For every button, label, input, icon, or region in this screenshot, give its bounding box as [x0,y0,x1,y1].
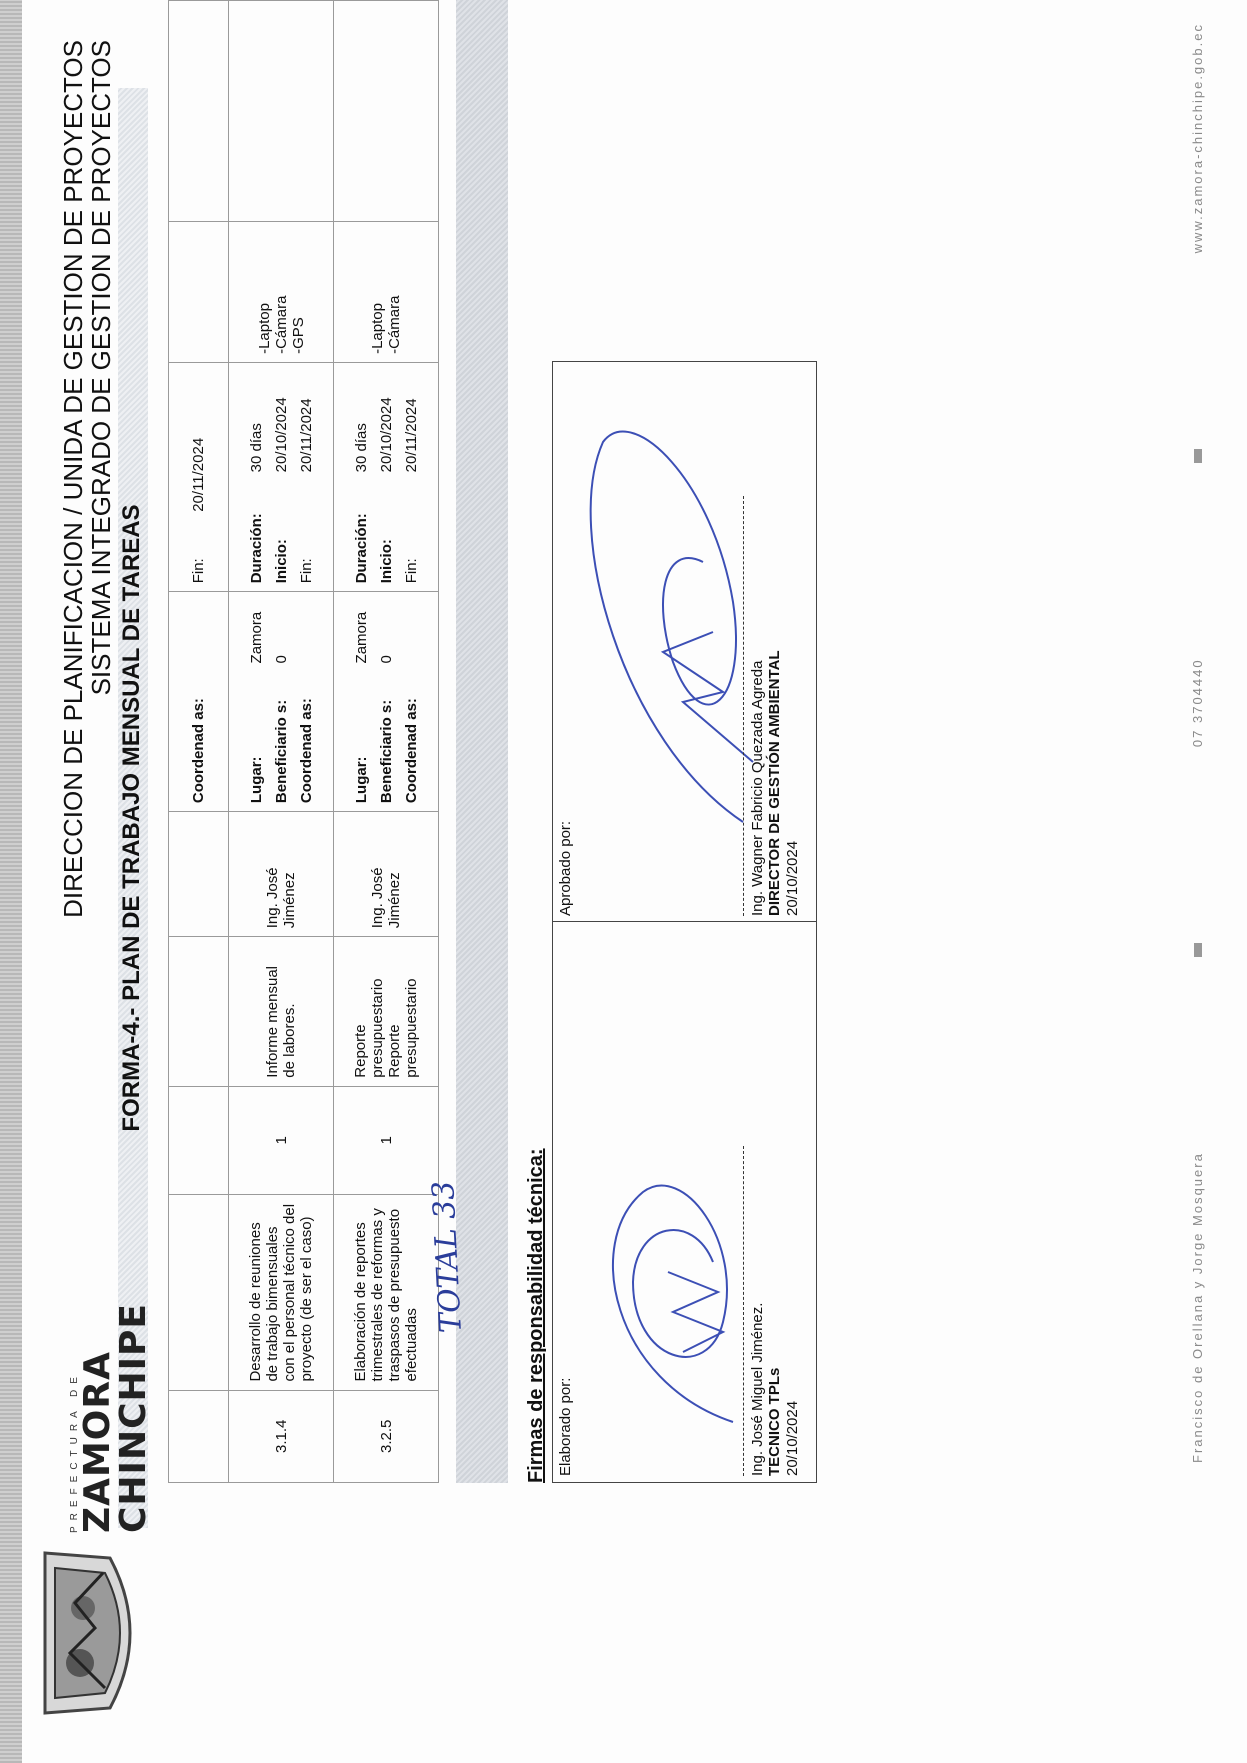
row-activity: Desarrollo de reuniones de trabajo bimensuales con el personal técnico del proyecto (de ser el caso) [229,1194,334,1390]
inicio-value: 20/10/2024 [377,397,395,473]
prefecture-logo [25,1543,145,1723]
resource-item: -Cámara [272,295,290,354]
table-row [334,1,439,1483]
table-row [229,1,334,1483]
signatures-title: Firmas de responsabilidad técnica: [525,1148,547,1483]
resource-item: -Cámara [386,295,403,354]
signature-left-block [749,1303,801,1476]
signatures-box [552,361,817,1483]
fin-value: 20/11/2024 [402,398,420,473]
coord-label: Coordenad as: [402,698,420,804]
footer-phone: 07 3704440 [1190,658,1205,748]
resource-item: -Laptop [255,303,273,354]
row-number: 1 [229,1086,334,1194]
duracion-label: Duración: [352,513,370,584]
inicio-label: Inicio: [272,539,290,584]
fin-label: Fin: [297,558,315,584]
resource-item: -GPS [289,317,307,354]
lugar-value: Zamora [247,611,265,664]
row-resources [229,221,334,362]
form-title: FORMA-4.- PLAN DE TRABAJO MENSUAL DE TAREAS [118,504,145,1132]
signature-right-line [743,496,744,916]
aprobado-caption: Aprobado por: [557,820,574,916]
footer-separator-icon [1194,449,1202,463]
duracion-value: 30 días [352,423,370,473]
top-fin-value: 20/11/2024 [190,437,207,512]
signer-left-date: 20/10/2024 [783,1400,801,1476]
row-product: Reporte presupuestario Reporte presupuestario [334,937,439,1086]
fin-value: 20/11/2024 [297,398,315,473]
beneficiarios-label: Beneficiario s: [377,699,395,804]
inicio-label: Inicio: [377,539,395,584]
row-responsible: Ing. José Jiménez [229,812,334,937]
title-line1: DIRECCION DE PLANIFICACION / UNIDA DE GESTION DE PROYECTOS [58,40,88,918]
table-row [169,1,229,1483]
handwritten-total: TOTAL 33 [426,1179,469,1334]
signature-right-block [749,650,801,916]
signer-left-role: TECNICO TPLs [766,1367,784,1476]
footer-website: www.zamora-chinchipe.gob.ec [1190,23,1205,254]
duracion-label: Duración: [247,513,265,584]
beneficiarios-value: 0 [272,655,290,664]
beneficiarios-value: 0 [377,655,395,664]
signature-right-drawing [563,402,763,862]
footer [1190,23,1205,1463]
brand-line1: ZAMORA [77,1351,118,1533]
title-line2: SISTEMA INTEGRADO DE GESTION DE PROYECTOS [86,40,116,696]
row-resources [334,221,439,362]
signer-right-name: Ing. Wagner Fabricio Quezada Agreda [749,660,766,916]
row-code: 3.1.4 [229,1390,334,1482]
row-code: 3.2.5 [334,1390,439,1482]
elaborado-caption: Elaborado por: [557,1377,574,1476]
signer-left-name: Ing. José Miguel Jiménez. [749,1302,766,1476]
tasks-table [168,0,439,1483]
signatures-divider [553,921,816,922]
row-product: Informe mensual de labores. [229,937,334,1086]
beneficiarios-label: Beneficiario s: [272,699,290,804]
inicio-value: 20/10/2024 [272,397,290,473]
top-coord-label: Coordenad as: [190,698,207,804]
signer-right-date: 20/10/2024 [783,840,801,916]
brand-line2: CHINCHIPE [113,1303,154,1533]
signature-left-line [743,1146,744,1476]
top-scan-strip [0,0,22,1763]
lugar-label: Lugar: [352,756,370,804]
lugar-label: Lugar: [247,756,265,804]
resource-item: -Laptop [369,303,386,354]
signature-left-drawing [573,1142,763,1442]
row-number: 1 [334,1086,439,1194]
lugar-value: Zamora [352,611,370,664]
signer-right-role: DIRECTOR DE GESTIÓN AMBIENTAL [766,650,784,916]
footer-separator-icon [1194,943,1202,957]
fin-label: Fin: [402,558,420,584]
top-fin-label: Fin: [190,558,207,584]
brand-small: PREFECTURA DE [69,1371,80,1533]
row-activity: Elaboración de reportes trimestrales de reformas y traspasos de presupuesto efectuadas [334,1194,439,1390]
coord-label: Coordenad as: [297,698,315,804]
duracion-value: 30 días [247,423,265,473]
footer-address: Francisco de Orellana y Jorge Mosquera [1190,1152,1205,1463]
row-responsible: Ing. José Jiménez [334,812,439,937]
